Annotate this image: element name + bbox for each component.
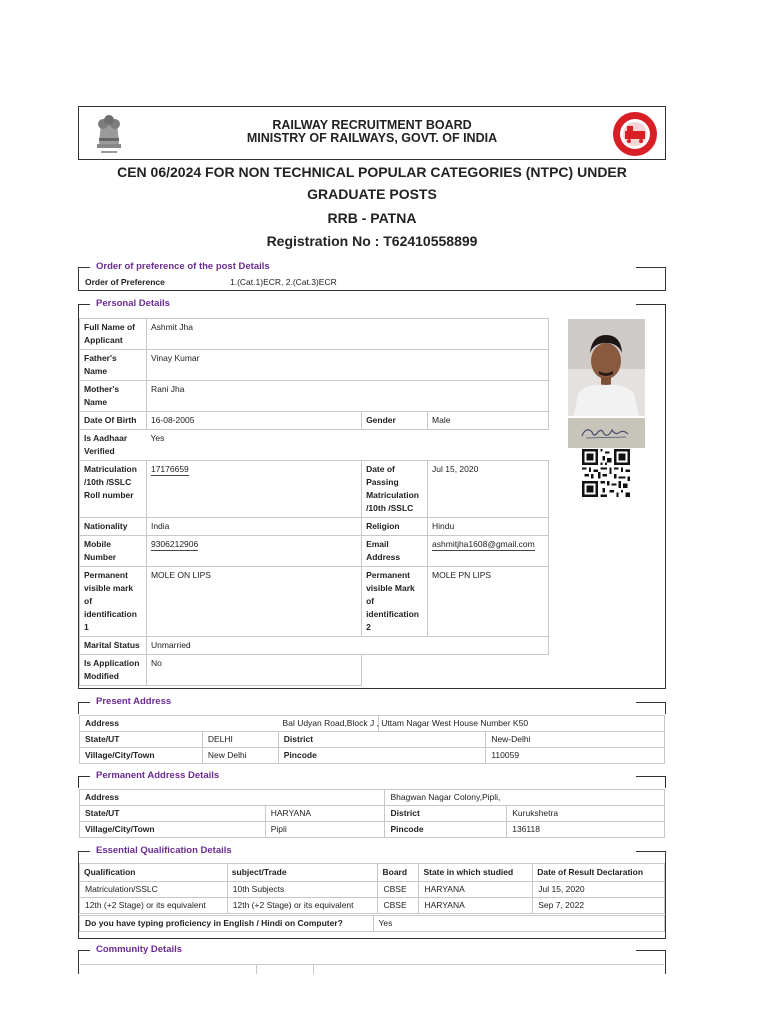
section-frame [78, 776, 90, 777]
ministry-name: MINISTRY OF RAILWAYS, GOVT. OF INDIA [246, 131, 498, 145]
present-address-value: Bal Udyan Road,Block J , Uttam Nagar West House Number K50 [378, 716, 664, 732]
table-row [80, 567, 549, 637]
table-border [80, 964, 664, 965]
section-frame [78, 950, 79, 974]
typing-label: Do you have typing proficiency in English / Hindi on Computer? [80, 916, 374, 932]
mark1-value: MOLE ON LIPS [146, 567, 361, 637]
table-header-row [80, 864, 665, 882]
nationality-value: India [146, 518, 361, 536]
section-frame [665, 702, 666, 714]
full-name-value: Ashmit Jha [146, 319, 548, 350]
table-row [80, 350, 549, 381]
present-pincode-label: Pincode [278, 748, 486, 764]
header-box [78, 106, 666, 160]
roll-number-label: Matriculation /10th /SSLC Roll number [80, 461, 147, 518]
date-of-passing-label: Date of Passing Matriculation /10th /SSLC [362, 461, 428, 518]
mobile-value: 9306212906 [150, 539, 199, 549]
permanent-village-value: Pipli [265, 822, 385, 838]
preference-row [79, 274, 665, 290]
table-row [80, 637, 549, 655]
table-row [80, 518, 549, 536]
applicant-photo [568, 319, 645, 416]
table-cell: CBSE [378, 882, 419, 898]
gender-value: Male [428, 412, 549, 430]
mark1-label: Permanent visible mark of identification 1 [80, 567, 147, 637]
table-cell: Matriculation/SSLC [80, 882, 228, 898]
table-row [80, 806, 665, 822]
preference-section-title: Order of preference of the post Details [96, 261, 270, 272]
table-cell: 12th (+2 Stage) or its equivalent [227, 898, 378, 914]
table-row [80, 748, 665, 764]
permanent-address-table [79, 789, 665, 838]
table-row [80, 716, 665, 732]
table-row [80, 790, 665, 806]
modified-label: Is Application Modified [80, 655, 147, 686]
personal-details-table [79, 318, 549, 686]
header-title [79, 119, 665, 145]
section-frame [665, 851, 666, 939]
section-frame [665, 950, 666, 974]
applicant-signature [568, 418, 645, 448]
table-cell: HARYANA [419, 882, 533, 898]
section-frame [78, 688, 666, 689]
permanent-address-title: Permanent Address Details [96, 770, 220, 781]
section-frame [78, 938, 666, 939]
section-frame [636, 304, 666, 305]
permanent-address-label: Address [80, 790, 385, 806]
mobile-label: Mobile Number [80, 536, 147, 567]
indian-railways-logo-icon [611, 111, 659, 157]
permanent-state-label: State/UT [80, 806, 266, 822]
typing-value: Yes [373, 916, 664, 932]
section-frame [665, 776, 666, 788]
aadhaar-label: Is Aadhaar Verified [80, 430, 147, 461]
table-row [80, 381, 549, 412]
table-cell: 12th (+2 Stage) or its equivalent [80, 898, 228, 914]
nationality-label: Nationality [80, 518, 147, 536]
qualification-title: Essential Qualification Details [96, 845, 232, 856]
religion-label: Religion [362, 518, 428, 536]
column-header: Qualification [80, 864, 228, 882]
column-header: subject/Trade [227, 864, 378, 882]
religion-value: Hindu [428, 518, 549, 536]
present-address-table [79, 715, 665, 764]
dob-label: Date Of Birth [80, 412, 147, 430]
permanent-district-value: Kurukshetra [507, 806, 665, 822]
table-cell: Sep 7, 2022 [533, 898, 665, 914]
table-row [80, 430, 549, 461]
section-frame [78, 702, 79, 714]
exam-title-line2: GRADUATE POSTS [307, 186, 437, 202]
father-name-label: Father's Name [80, 350, 147, 381]
present-address-label: Address [80, 716, 379, 732]
permanent-pincode-value: 136118 [507, 822, 665, 838]
section-frame [636, 950, 666, 951]
section-frame [636, 702, 666, 703]
present-pincode-value: 110059 [486, 748, 665, 764]
table-row [80, 732, 665, 748]
section-frame [78, 290, 666, 291]
roll-number-value: 17176659 [150, 464, 189, 474]
aadhaar-value: Yes [146, 430, 548, 461]
section-frame [636, 267, 666, 268]
present-village-value: New Delhi [202, 748, 278, 764]
preference-value: 1.(Cat.1)ECR, 2.(Cat.3)ECR [230, 277, 337, 287]
board-name: RAILWAY RECRUITMENT BOARD [272, 118, 472, 132]
table-border [256, 964, 257, 974]
qualification-table [79, 863, 665, 914]
permanent-district-label: District [385, 806, 507, 822]
table-cell: HARYANA [419, 898, 533, 914]
community-title: Community Details [96, 944, 183, 955]
typing-table [79, 915, 665, 932]
exam-title-line1: CEN 06/2024 FOR NON TECHNICAL POPULAR CATEGORIES (NTPC) UNDER [117, 164, 627, 180]
table-cell: 10th Subjects [227, 882, 378, 898]
father-name-value: Vinay Kumar [146, 350, 548, 381]
table-border [313, 964, 314, 974]
present-state-label: State/UT [80, 732, 203, 748]
marital-value: Unmarried [146, 637, 548, 655]
table-row [80, 655, 549, 686]
column-header: Board [378, 864, 419, 882]
email-value: ashmitjha1608@gmail.com [432, 539, 535, 549]
email-label: Email Address [362, 536, 428, 567]
table-row [80, 916, 665, 932]
table-row [80, 412, 549, 430]
gender-label: Gender [362, 412, 428, 430]
mother-name-value: Rani Jha [146, 381, 548, 412]
permanent-pincode-label: Pincode [385, 822, 507, 838]
preference-label: Order of Preference [85, 277, 165, 287]
permanent-state-value: HARYANA [265, 806, 385, 822]
column-header: Date of Result Declaration [533, 864, 665, 882]
section-frame [78, 776, 79, 788]
section-frame [636, 776, 666, 777]
section-frame [78, 851, 90, 852]
table-row [80, 319, 549, 350]
present-village-label: Village/City/Town [80, 748, 203, 764]
present-address-title: Present Address [96, 696, 172, 707]
marital-label: Marital Status [80, 637, 147, 655]
permanent-address-value: Bhagwan Nagar Colony,Pipli, [385, 790, 665, 806]
table-row [80, 536, 549, 567]
column-header: State in which studied [419, 864, 533, 882]
modified-value: No [146, 655, 361, 686]
section-frame [665, 304, 666, 689]
permanent-village-label: Village/City/Town [80, 822, 266, 838]
table-row [80, 461, 549, 518]
section-frame [78, 267, 90, 268]
qr-code-icon [580, 449, 632, 497]
section-frame [78, 950, 90, 951]
mark2-label: Permanent visible Mark of identification 2 [362, 567, 428, 637]
section-frame [78, 304, 90, 305]
mother-name-label: Mother's Name [80, 381, 147, 412]
table-cell: CBSE [378, 898, 419, 914]
section-frame [636, 851, 666, 852]
table-cell: Jul 15, 2020 [533, 882, 665, 898]
present-state-value: DELHI [202, 732, 278, 748]
dob-value: 16-08-2005 [146, 412, 361, 430]
present-district-label: District [278, 732, 486, 748]
full-name-label: Full Name of Applicant [80, 319, 147, 350]
table-row [80, 882, 665, 898]
section-frame [665, 267, 666, 291]
section-frame [78, 702, 90, 703]
personal-section-title: Personal Details [96, 298, 170, 309]
table-row [80, 898, 665, 914]
rrb-name: RRB - PATNA [327, 210, 417, 226]
present-district-value: New-Delhi [486, 732, 665, 748]
date-of-passing-value: Jul 15, 2020 [428, 461, 549, 518]
mark2-value: MOLE PN LIPS [428, 567, 549, 637]
table-row [80, 822, 665, 838]
registration-number: Registration No : T62410558899 [266, 233, 478, 249]
